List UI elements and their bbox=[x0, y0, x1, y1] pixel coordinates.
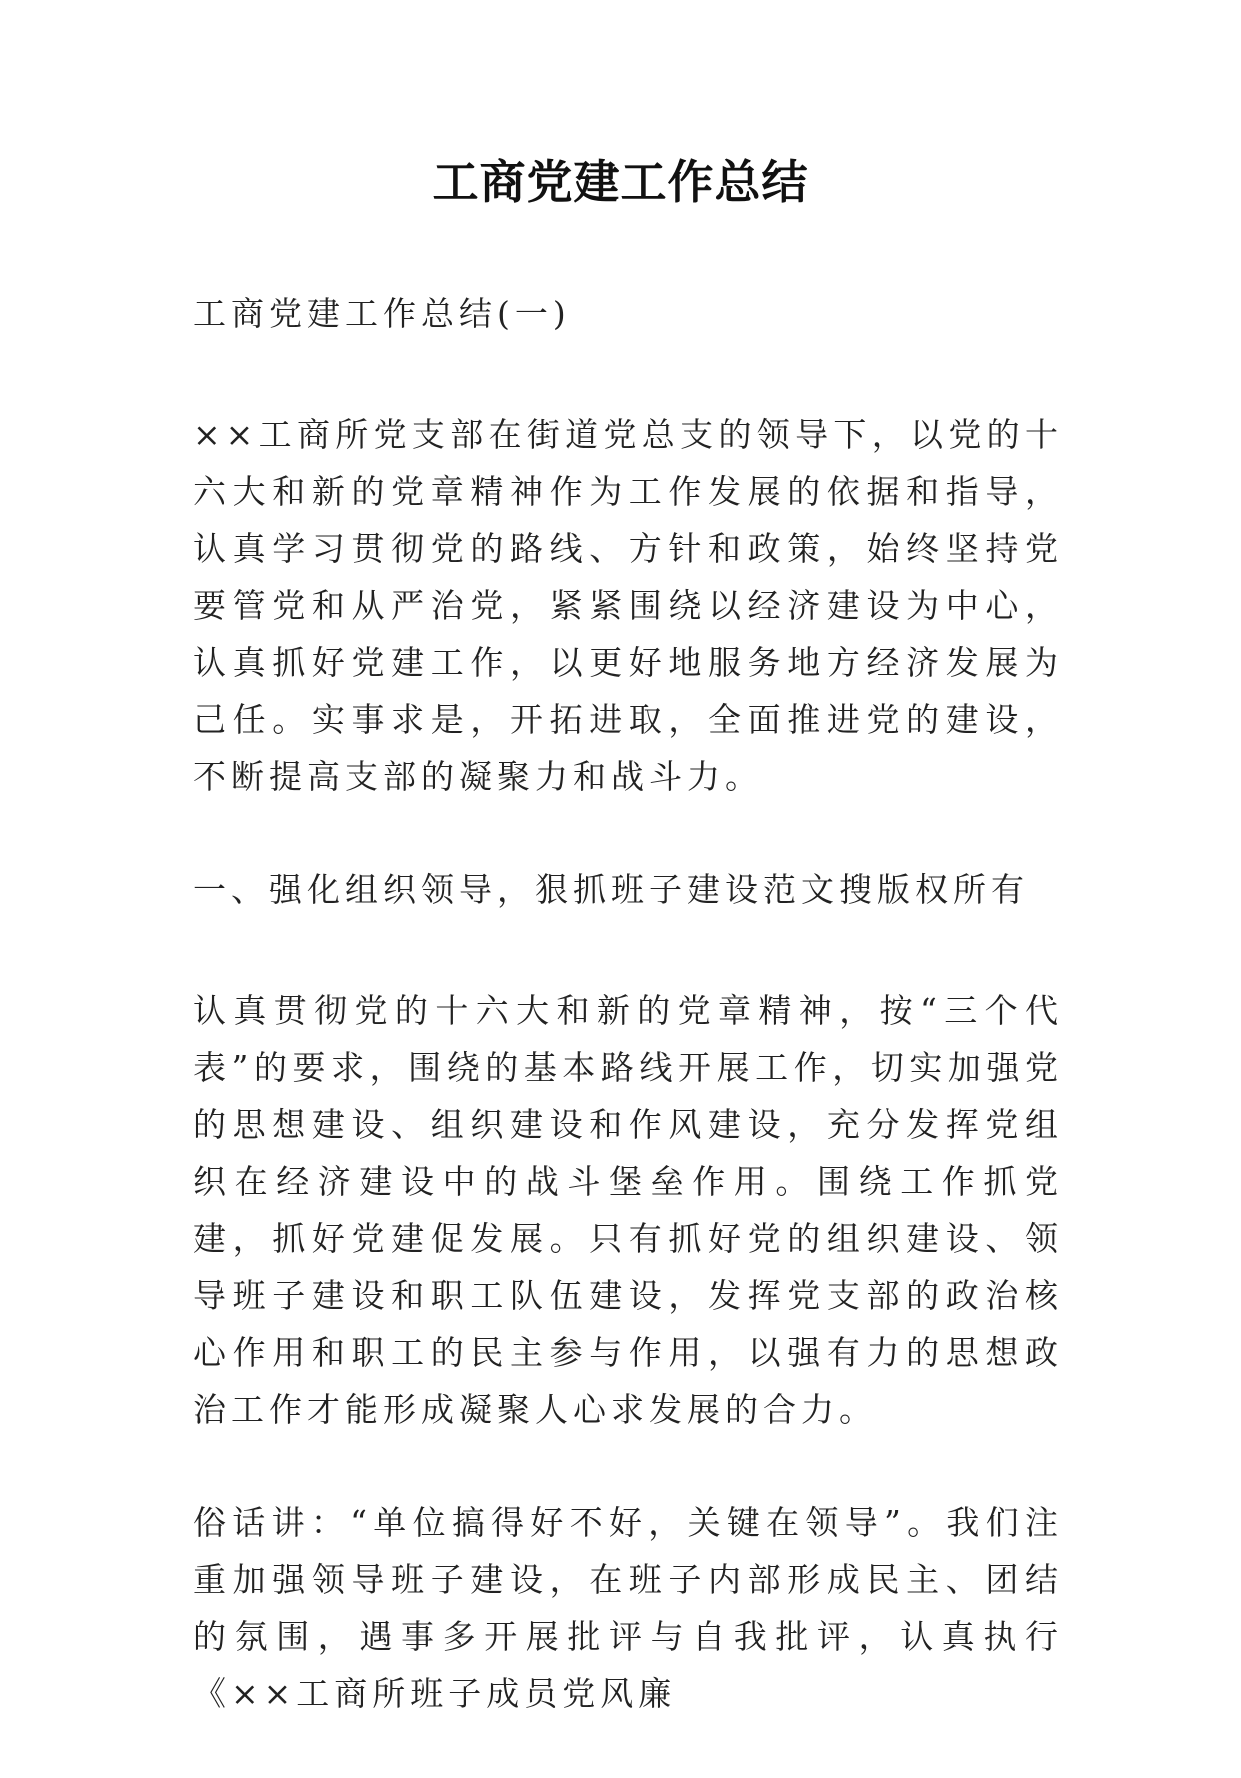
document-title: 工商党建工作总结 bbox=[432, 155, 809, 209]
section-subtitle: 工商党建工作总结(一) bbox=[193, 294, 571, 333]
paragraph-intro: ××工商所党支部在街道党总支的领导下，以党的十六大和新的党章精神作为工作发展的依据和指导，认真学习贯彻党的路线、方针和政策，始终坚持党要管党和从严治党，紧紧围绕以经济建设为中心，认真抓好党建工作，以更好地服务地方经济发展为己任。实事求是，开拓进取，全面推进党的建设，不断提高支部的凝聚力和战斗力。 bbox=[193, 415, 1063, 796]
section-heading-1: 一、强化组织领导，狠抓班子建设范文搜版权所有 bbox=[193, 870, 1029, 909]
document-body bbox=[193, 285, 1063, 1778]
paragraph-leadership: 俗话讲：“单位搞得好不好，关键在领导”。我们注重加强领导班子建设，在班子内部形成民主、团结的氛围，遇事多开展批评与自我批评，认真执行《××工商所班子成员党风廉 bbox=[193, 1503, 1063, 1713]
paragraph-organization: 认真贯彻党的十六大和新的党章精神，按“三个代表”的要求，围绕的基本路线开展工作，切实加强党的思想建设、组织建设和作风建设，充分发挥党组织在经济建设中的战斗堡垒作用。围绕工作抓党建，抓好党建促发展。只有抓好党的组织建设、领导班子建设和职工队伍建设，发挥党支部的政治核心作用和职工的民主参与作用，以强有力的思想政治工作才能形成凝聚人心求发展的合力。 bbox=[193, 991, 1063, 1429]
